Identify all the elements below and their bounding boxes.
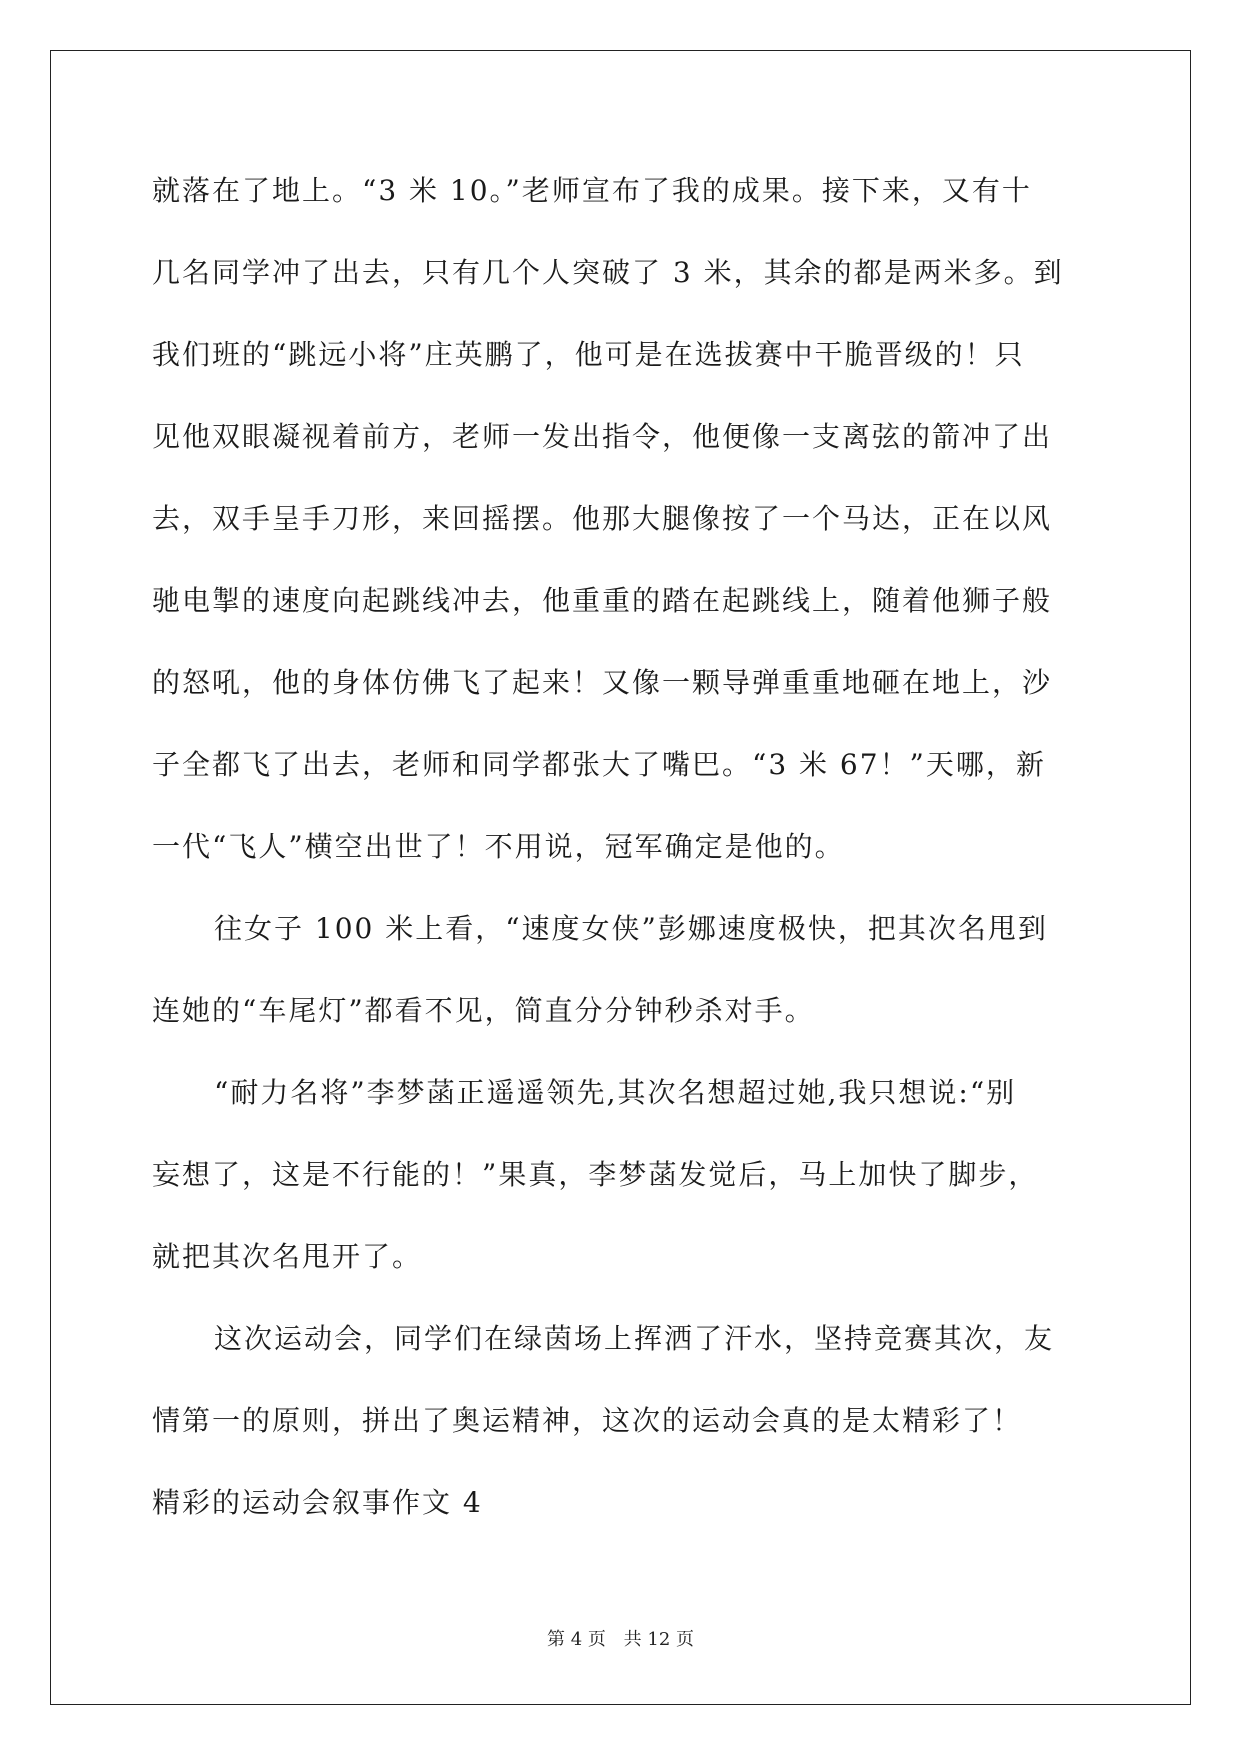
paragraph-4 bbox=[152, 1298, 1092, 1462]
text-line: 连她的“车尾灯”都看不见，简直分分钟秒杀对手。 bbox=[152, 994, 815, 1027]
paragraph-1 bbox=[152, 150, 1092, 888]
text-line: 往女子 100 米上看，“速度女侠”彭娜速度极快，把其次名甩到 bbox=[214, 912, 1048, 945]
page-total: 共 12 页 bbox=[623, 1629, 694, 1650]
paragraph-3 bbox=[152, 1052, 1092, 1298]
text-line: 就把其次名甩开了。 bbox=[152, 1240, 423, 1273]
text-line: 一代“飞人”横空出世了！不用说，冠军确定是他的。 bbox=[152, 830, 845, 863]
text-line: 妄想了，这是不行能的！”果真，李梦菡发觉后，马上加快了脚步， bbox=[152, 1158, 1039, 1191]
document-body bbox=[152, 150, 1092, 1544]
text-line: 几名同学冲了出去，只有几个人突破了 3 米，其余的都是两米多。到 bbox=[152, 256, 1064, 289]
text-line: 去，双手呈手刀形，来回摇摆。他那大腿像按了一个马达，正在以风 bbox=[152, 502, 1053, 535]
text-line: 就落在了地上。“3 米 10。”老师宣布了我的成果。接下来，又有十 bbox=[152, 174, 1032, 207]
text-line: 的怒吼，他的身体仿佛飞了起来！又像一颗导弹重重地砸在地上，沙 bbox=[152, 666, 1053, 699]
text-line: 情第一的原则，拼出了奥运精神，这次的运动会真的是太精彩了！ bbox=[152, 1404, 1023, 1437]
text-line: 驰电掣的速度向起跳线冲去，他重重的踏在起跳线上，随着他狮子般 bbox=[152, 584, 1053, 617]
section-title: 精彩的运动会叙事作文 4 bbox=[152, 1486, 483, 1519]
page-number: 第 4 页 bbox=[547, 1629, 606, 1650]
text-line: 我们班的“跳远小将”庄英鹏了，他可是在选拔赛中干脆晋级的！只 bbox=[152, 338, 1025, 371]
paragraph-2 bbox=[152, 888, 1092, 1052]
text-line: “耐力名将”李梦菡正遥遥领先,其次名想超过她,我只想说:“别 bbox=[214, 1076, 1017, 1109]
text-line: 这次运动会，同学们在绿茵场上挥洒了汗水，坚持竞赛其次，友 bbox=[214, 1322, 1055, 1355]
text-line: 子全都飞了出去，老师和同学都张大了嘴巴。“3 米 67！”天哪，新 bbox=[152, 748, 1046, 781]
text-line: 见他双眼凝视着前方，老师一发出指令，他便像一支离弦的箭冲了出 bbox=[152, 420, 1053, 453]
page-footer bbox=[0, 1625, 1241, 1651]
